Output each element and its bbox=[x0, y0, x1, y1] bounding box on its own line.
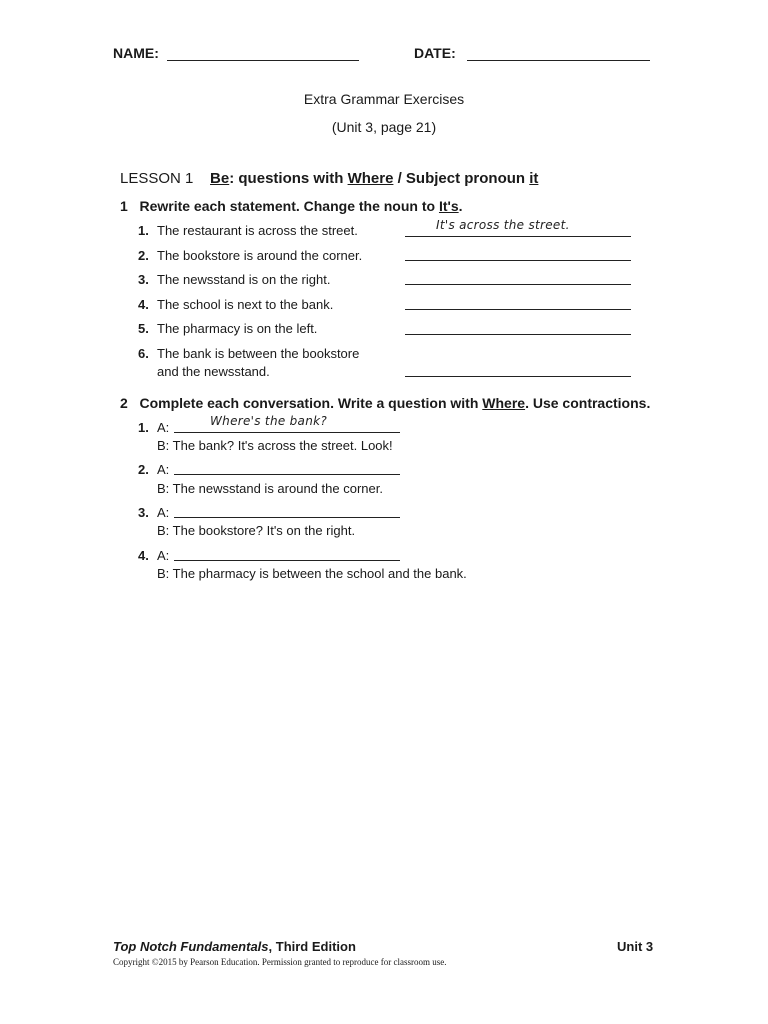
ex2-b-response: B: The bank? It's across the street. Look! bbox=[157, 438, 393, 453]
ex1-item-text: The bank is between the bookstore bbox=[157, 346, 360, 361]
exercise2-where: Where bbox=[482, 395, 526, 411]
ex1-item-number: 4. bbox=[138, 297, 149, 312]
footer-unit: Unit 3 bbox=[617, 939, 654, 954]
lesson-label: LESSON 1 bbox=[120, 170, 194, 187]
ex1-answer-line[interactable] bbox=[405, 334, 631, 335]
ex1-item-text: The bookstore is around the corner. bbox=[157, 248, 363, 263]
ex2-b-response: B: The bookstore? It's on the right. bbox=[157, 523, 356, 538]
ex1-item-number: 6. bbox=[138, 346, 149, 361]
footer-book-name: Top Notch Fundamentals bbox=[113, 939, 269, 954]
ex2-a-label: A: bbox=[157, 505, 170, 520]
ex2-a-label: A: bbox=[157, 420, 170, 435]
exercise1-instruction bbox=[120, 198, 463, 214]
ex2-handwritten-answer: Where's the bank? bbox=[210, 414, 328, 428]
ex1-answer-line[interactable] bbox=[405, 260, 631, 261]
ex2-answer-line[interactable] bbox=[174, 517, 400, 518]
footer-book-title bbox=[113, 939, 356, 954]
ex2-answer-line[interactable] bbox=[174, 474, 400, 475]
ex2-a-label: A: bbox=[157, 462, 170, 477]
lesson-where: Where bbox=[347, 170, 394, 187]
ex1-answer-line[interactable] bbox=[405, 284, 631, 285]
ex2-item-number: 1. bbox=[138, 420, 149, 435]
ex2-answer-line[interactable] bbox=[174, 432, 400, 433]
ex1-item-number: 1. bbox=[138, 223, 149, 238]
date-label: DATE: bbox=[414, 45, 456, 61]
ex2-item-number: 3. bbox=[138, 505, 149, 520]
ex1-item-number: 5. bbox=[138, 321, 149, 336]
ex1-item-text: The newsstand is on the right. bbox=[157, 272, 331, 287]
ex2-a-label: A: bbox=[157, 548, 170, 563]
exercise1-instruction-end: . bbox=[458, 198, 463, 214]
ex2-item-number: 4. bbox=[138, 548, 149, 563]
ex2-item-number: 2. bbox=[138, 462, 149, 477]
ex1-item-text-continued: and the newsstand. bbox=[157, 364, 270, 379]
ex1-answer-line[interactable] bbox=[405, 309, 631, 310]
ex2-b-response: B: The pharmacy is between the school and the bank. bbox=[157, 566, 467, 581]
exercise2-instruction-text: Complete each conversation. Write a question with bbox=[139, 395, 483, 411]
date-blank[interactable] bbox=[467, 60, 650, 61]
ex1-item-number: 2. bbox=[138, 248, 149, 263]
lesson-heading bbox=[120, 170, 538, 187]
exercise1-its: It's bbox=[438, 198, 459, 214]
page-subtitle: (Unit 3, page 21) bbox=[331, 119, 437, 135]
ex1-answer-line[interactable] bbox=[405, 376, 631, 377]
lesson-be: Be bbox=[210, 170, 230, 187]
name-blank[interactable] bbox=[167, 60, 359, 61]
exercise2-instruction bbox=[120, 395, 650, 411]
ex1-answer-line[interactable] bbox=[405, 236, 631, 237]
exercise2-number: 2 bbox=[120, 395, 128, 411]
footer-edition: , Third Edition bbox=[268, 939, 356, 954]
exercise1-number: 1 bbox=[120, 198, 128, 214]
footer-copyright: Copyright ©2015 by Pearson Education. Permission granted to reproduce for classroom use. bbox=[113, 957, 447, 967]
ex2-b-response: B: The newsstand is around the corner. bbox=[157, 481, 383, 496]
ex2-answer-line[interactable] bbox=[174, 560, 400, 561]
exercise1-instruction-text: Rewrite each statement. Change the noun to bbox=[139, 198, 439, 214]
name-label: NAME: bbox=[113, 45, 159, 61]
lesson-part1: : questions with bbox=[229, 170, 348, 187]
ex1-item-text: The pharmacy is on the left. bbox=[157, 321, 318, 336]
exercise2-instruction-end: . Use contractions. bbox=[525, 395, 651, 411]
ex1-item-text: The school is next to the bank. bbox=[157, 297, 334, 312]
lesson-it: it bbox=[529, 170, 539, 187]
lesson-part2: / Subject pronoun bbox=[393, 170, 530, 187]
ex1-item-number: 3. bbox=[138, 272, 149, 287]
ex1-item-handwritten-answer: It's across the street. bbox=[436, 218, 570, 232]
ex1-item-text: The restaurant is across the street. bbox=[157, 223, 358, 238]
page-title: Extra Grammar Exercises bbox=[303, 91, 465, 107]
